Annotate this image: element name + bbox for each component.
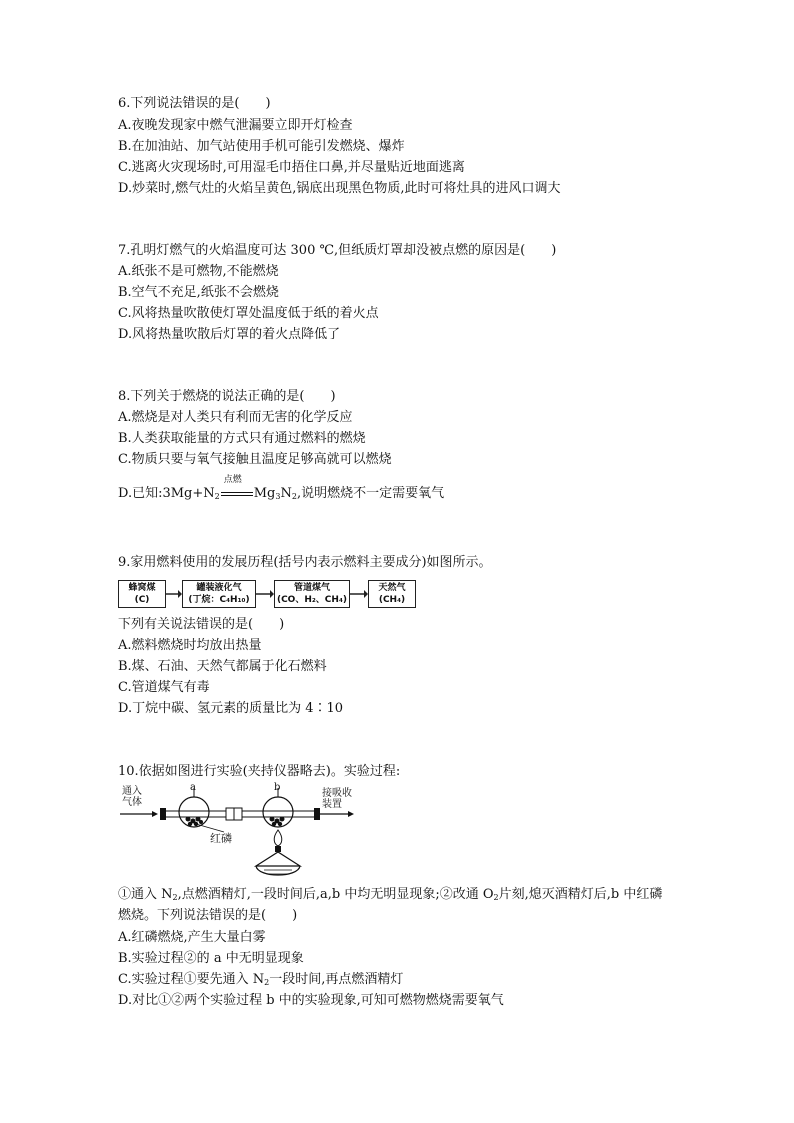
flow-box-coal-gas (274, 580, 350, 608)
flow-box-coal-name: 蜂窝煤 (128, 583, 156, 593)
flow-box-coal-gas-name: 管道煤气 (293, 583, 330, 593)
fuel-history-flowchart (118, 580, 418, 612)
experiment-apparatus (118, 782, 358, 882)
apparatus-label-a: a (190, 782, 196, 793)
q6-stem: 6.下列说法错误的是( ) (118, 96, 271, 111)
flow-box-natural-gas-name: 天然气 (378, 583, 406, 593)
q10-option-c (118, 972, 403, 991)
q10c-sub: 2 (264, 978, 270, 987)
apparatus-inlet-label-1: 通入 (122, 786, 142, 797)
q7-option-c: C.风将热量吹散使灯罩处温度低于纸的着火点 (118, 306, 379, 321)
q8d-sub1: 2 (214, 492, 220, 501)
q10-option-d: D.对比①②两个实验过程 b 中的实验现象,可知可燃物燃烧需要氧气 (118, 993, 504, 1008)
apparatus-phosphorus-label: 红磷 (210, 832, 232, 845)
q10-option-b: B.实验过程②的 a 中无明显现象 (118, 951, 304, 966)
q10c-post: 一段时间,再点燃酒精灯 (269, 972, 404, 987)
q6-option-b: B.在加油站、加气站使用手机可能引发燃烧、爆炸 (118, 139, 405, 154)
q9-stem: 9.家用燃料使用的发展历程(括号内表示燃料主要成分)如图所示。 (118, 555, 492, 570)
flow-box-lpg-formula: (丁烷：C₄H₁₀) (188, 595, 250, 605)
equals-line-top (221, 492, 253, 493)
q9-option-a: A.燃料燃烧时均放出热量 (118, 638, 262, 653)
apparatus-outlet-label-1: 接吸收 (322, 788, 352, 799)
q10-stem: 10.依据如图进行实验(夹持仪器略去)。实验过程: (118, 764, 401, 779)
flow-box-coal-gas-formula: (CO、H₂、CH₄) (276, 595, 348, 605)
q9-option-c: C.管道煤气有毒 (118, 680, 210, 695)
q8-option-b: B.人类获取能量的方式只有通过燃料的燃烧 (118, 431, 366, 446)
q8-option-d (118, 475, 445, 505)
q7-option-a: A.纸张不是可燃物,不能燃烧 (118, 264, 279, 279)
q10-desc-1-sub2: 2 (493, 893, 499, 902)
q10-desc-1 (118, 887, 662, 906)
q8d-mid: N (280, 486, 292, 501)
q8d-prefix: D.已知:3Mg+N (118, 486, 215, 501)
equals-line-bottom (221, 495, 253, 496)
q8-option-a: A.燃烧是对人类只有利而无害的化学反应 (118, 410, 353, 425)
q8d-sub3: 2 (291, 492, 297, 501)
q7-option-d: D.风将热量吹散后灯罩的着火点降低了 (118, 327, 341, 342)
apparatus-outlet-label-2: 装置 (322, 799, 342, 810)
flow-box-natural-gas (368, 580, 416, 608)
q7-stem: 7.孔明灯燃气的火焰温度可达 300 ℃,但纸质灯罩却没被点燃的原因是( ) (118, 243, 557, 258)
q9-stem2: 下列有关说法错误的是( ) (118, 617, 285, 632)
q10-desc-1-part3: 片刻,熄灭酒精灯后,b 中红磷 (498, 887, 663, 902)
apparatus-label-b: b (274, 782, 281, 793)
q6-option-d: D.炒菜时,燃气灶的火焰呈黄色,锅底出现黑色物质,此时可将灶具的进风口调大 (118, 181, 561, 196)
q10-desc-2: 燃烧。下列说法错误的是( ) (118, 908, 298, 923)
q8d-product: Mg (253, 486, 276, 501)
q6-option-a: A.夜晚发现家中燃气泄漏要立即开灯检查 (118, 118, 353, 133)
flow-box-lpg-name: 罐装液化气 (196, 583, 242, 593)
q7-option-b: B.空气不充足,纸张不会燃烧 (118, 285, 279, 300)
reaction-condition-label: 点燃 (223, 475, 242, 485)
q8d-sub2: 3 (275, 492, 281, 501)
q9-option-d: D.丁烷中碳、氢元素的质量比为 4∶10 (118, 701, 344, 716)
q10-option-a: A.红磷燃烧,产生大量白雾 (118, 930, 266, 945)
q8-option-c: C.物质只要与氧气接触且温度足够高就可以燃烧 (118, 452, 392, 467)
flow-box-coal-formula: (C) (134, 595, 150, 605)
flow-box-coal (118, 580, 166, 608)
q8-stem: 8.下列关于燃烧的说法正确的是( ) (118, 389, 336, 404)
flow-arrow-1 (166, 590, 182, 598)
flow-box-lpg (182, 580, 256, 608)
q10-desc-1-part2: ,点燃酒精灯,一段时间后,a,b 中均无明显现象;②改通 O (177, 887, 494, 902)
flow-arrow-3 (350, 590, 368, 598)
q10c-pre: C.实验过程①要先通入 N (118, 972, 265, 987)
apparatus-inlet-label-2: 气体 (122, 797, 142, 808)
q6-option-c: C.逃离火灾现场时,可用湿毛巾捂住口鼻,并尽量贴近地面逃离 (118, 160, 465, 175)
q8d-suffix: ,说明燃烧不一定需要氧气 (296, 486, 445, 501)
q9-option-b: B.煤、石油、天然气都属于化石燃料 (118, 659, 327, 674)
flow-box-natural-gas-formula: (CH₄) (378, 595, 406, 605)
q10-desc-1-part1: ①通入 N (118, 887, 173, 902)
reaction-condition (220, 475, 254, 502)
flow-arrow-2 (256, 590, 274, 598)
q10-desc-1-sub1: 2 (172, 893, 178, 902)
